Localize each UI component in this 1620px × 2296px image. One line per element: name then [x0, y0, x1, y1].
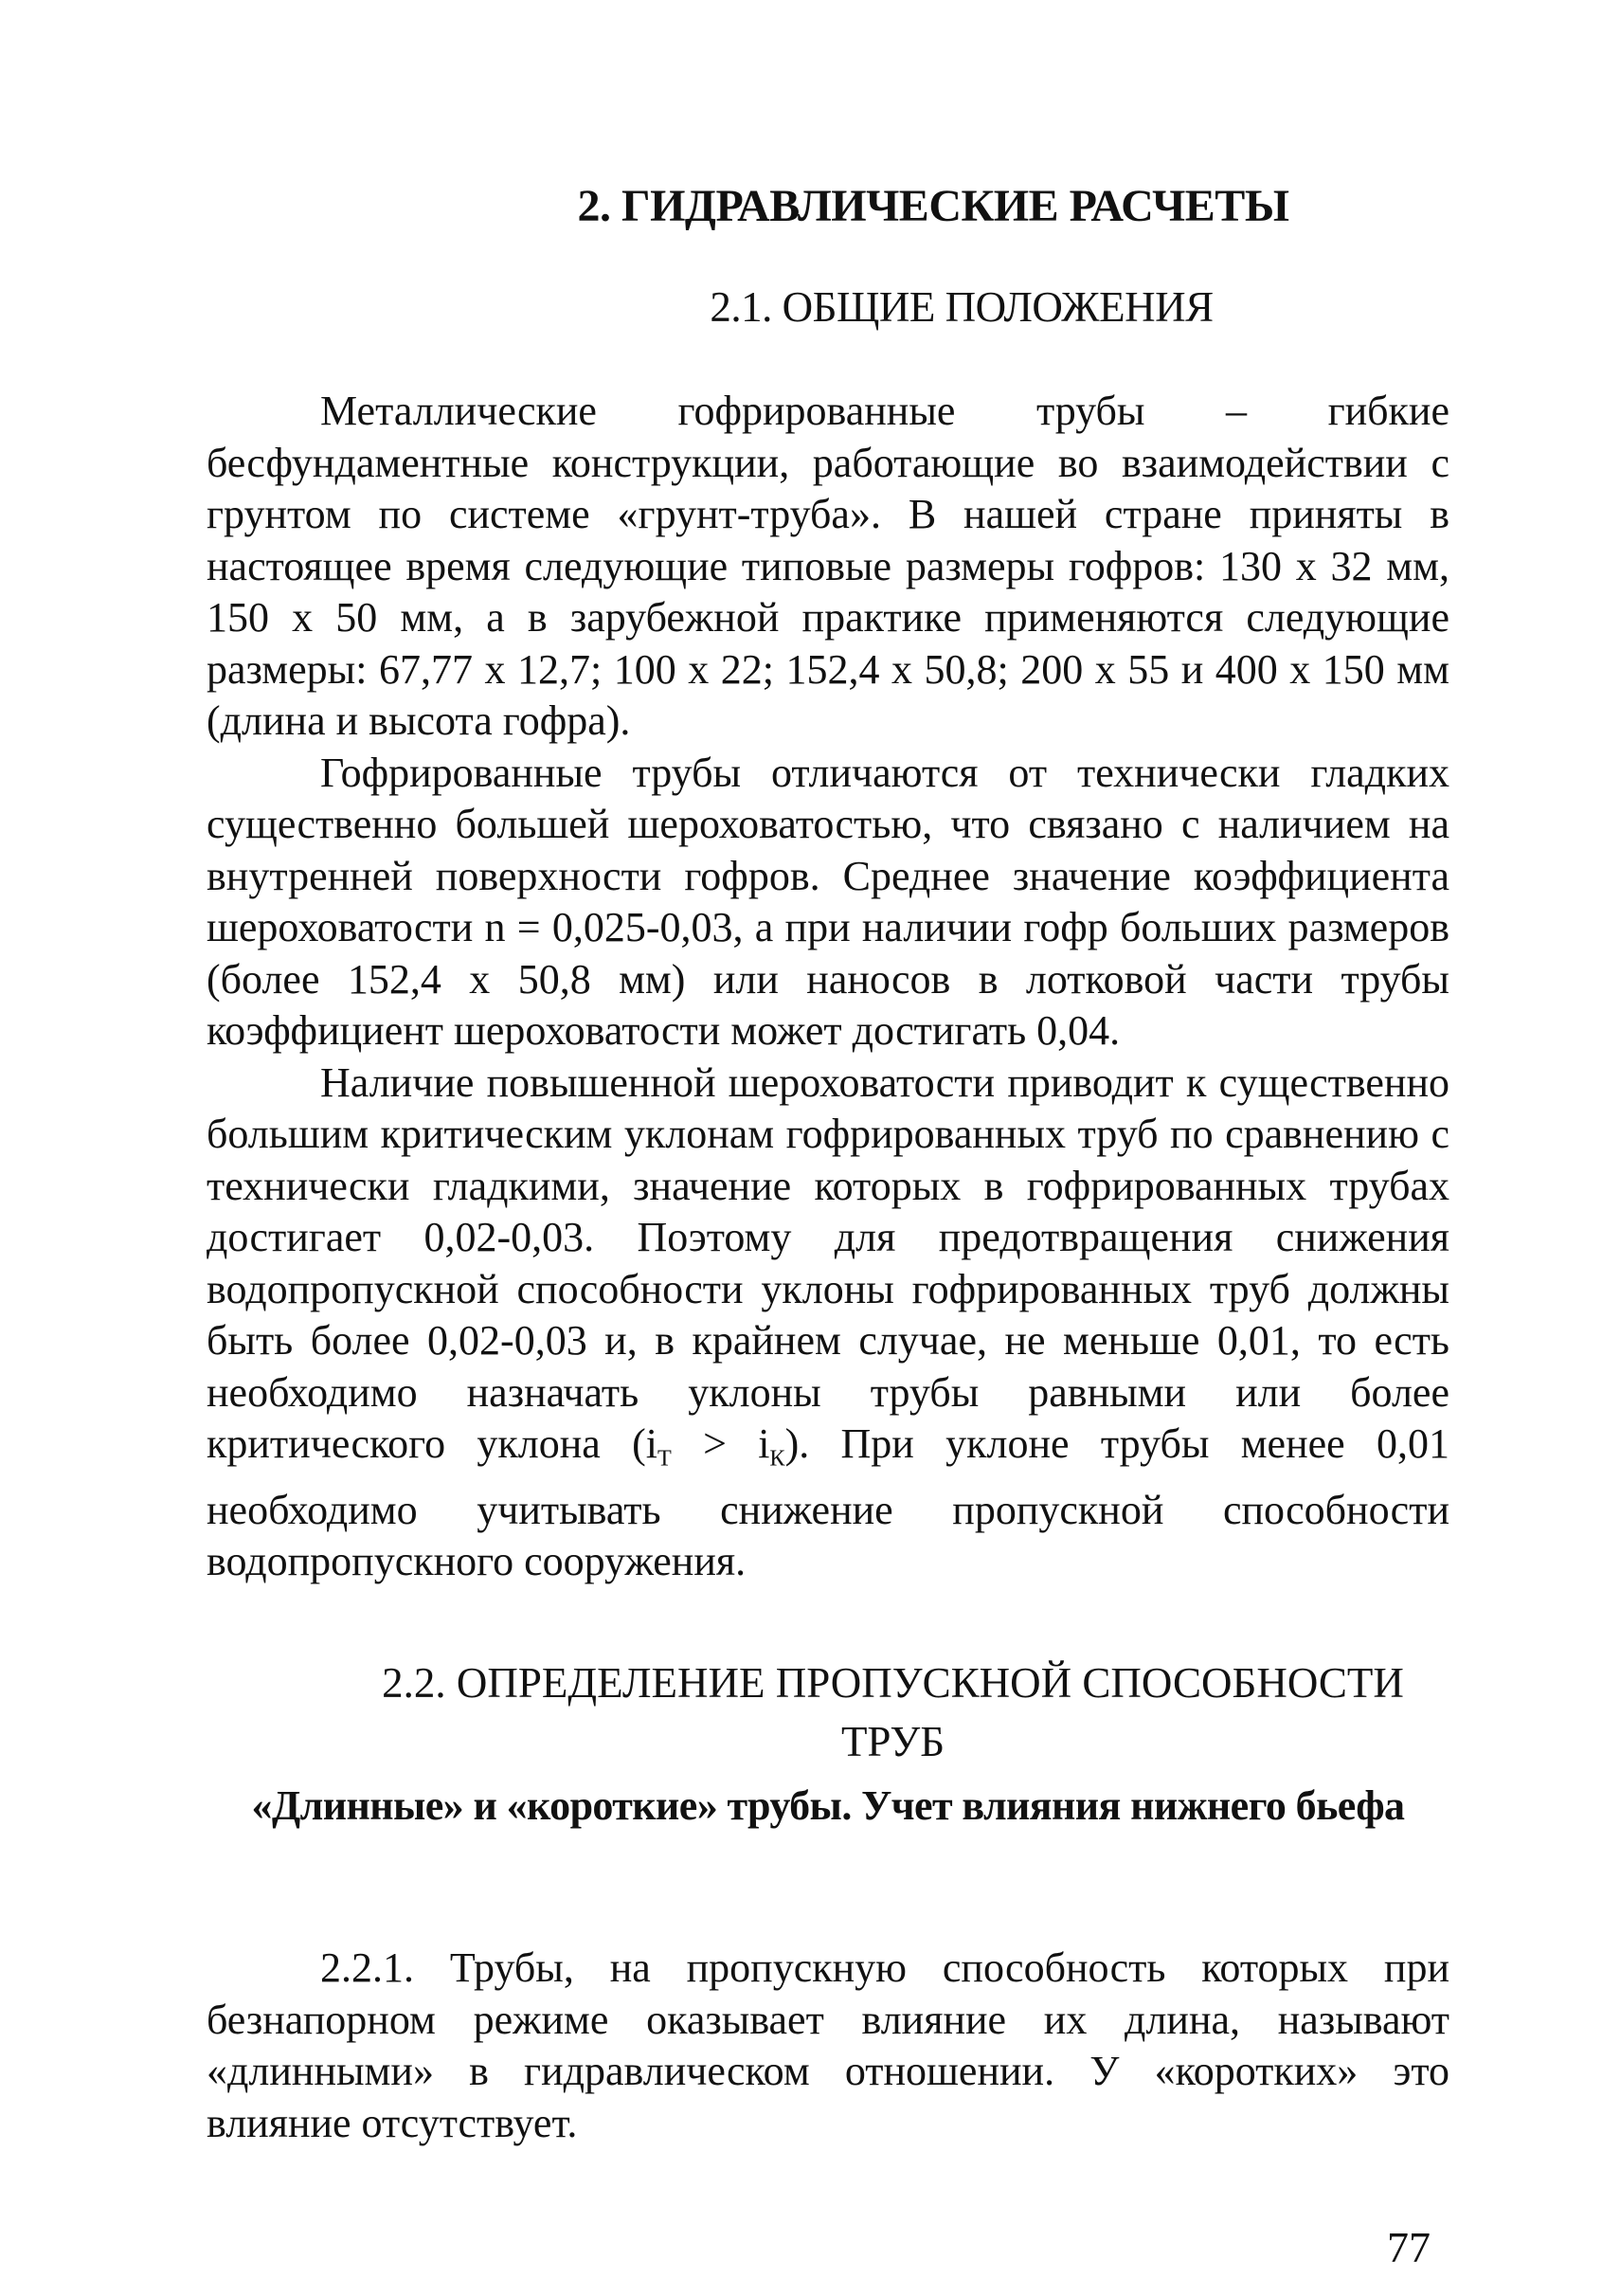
paragraph: Гофрированные трубы отличаются от технически гладких существенно большей шероховатостью, что связано с наличием на внутренней поверхности гофров. Среднее значение коэффициента шероховатости n = 0,025-0,03, а при наличии гофр больших размеров (более 152,4 х 50,8 мм) или наносов в лотковой части трубы коэффициент шероховатости может достигать 0,04.	[207, 749, 1449, 1054]
section-2-2-subtitle: «Длинные» и «короткие» трубы. Учет влияния нижнего бьефа	[251, 1782, 1405, 1829]
subscript-t: Т	[657, 1445, 672, 1472]
paragraph: Металлические гофрированные трубы – гибкие бесфундаментные конструкции, работающие во взаимодействии с грунтом по системе «грунт-труба». В нашей стране приняты в настоящее время следующие типовые размеры гофров: 130 х 32 мм, 150 х 50 мм, а в зарубежной практике применяются следующие размеры: 67,77 х 12,7; 100 х 22; 152,4 х 50,8; 200 х 55 и 400 х 150 мм (длина и высота гофра).	[207, 388, 1449, 744]
paragraph-text: > i	[671, 1420, 770, 1467]
paragraph	[207, 1058, 1449, 1588]
section-2-2-title	[0, 1654, 1620, 1771]
section-2-2-title-line2: ТРУБ	[840, 1718, 945, 1765]
paragraph: 2.2.1. Трубы, на пропускную способность которых при безнапорном режиме оказывает влияние их длина, называют «длинными» в гидравлическом отношении. У «коротких» это влияние отсутствует.	[207, 1944, 1449, 2146]
chapter-title: 2. ГИДРАВЛИЧЕСКИЕ РАСЧЕТЫ	[577, 181, 1289, 231]
section-2-1-body	[207, 386, 1449, 1588]
section-2-1-title: 2.1. ОБЩИЕ ПОЛОЖЕНИЯ	[710, 283, 1214, 331]
section-2-2-title-line1: 2.2. ОПРЕДЕЛЕНИЕ ПРОПУСКНОЙ СПОСОБНОСТИ	[382, 1659, 1404, 1707]
page-number: 77	[1387, 2223, 1431, 2271]
paragraph-text: ). При уклоне трубы менее 0,01 необходимо учитывать снижение пропускной способности водопропускного сооружения.	[207, 1420, 1449, 1585]
subscript-k: К	[769, 1445, 785, 1472]
section-2-2-1-body	[207, 1943, 1449, 2149]
paragraph-text: Наличие повышенной шероховатости приводит к существенно большим критическим уклонам гофрированных труб по сравнению с технически гладкими, значение которых в гофрированных трубах достигает 0,02-0,03. Поэтому для предотвращения снижения водопропускной способности уклоны гофрированных труб должны быть более 0,02-0,03 и, в крайнем случае, не меньше 0,01, то есть необходимо назначать уклоны трубы равными или более критического уклона (i	[207, 1058, 1449, 1467]
